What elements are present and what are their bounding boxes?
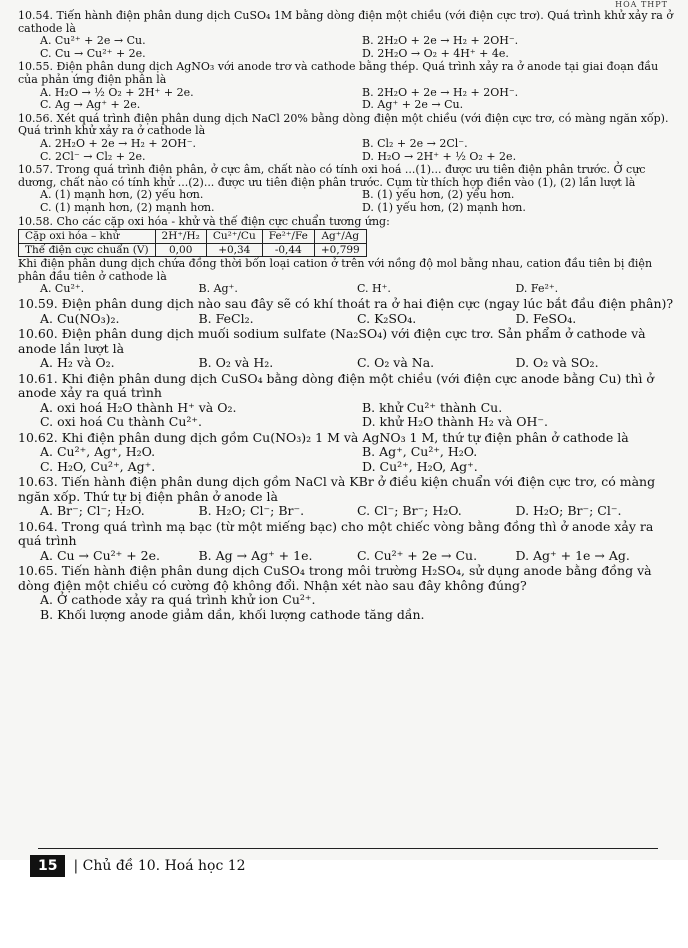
corner-header: HÓA THPT bbox=[615, 0, 668, 9]
option-b[interactable]: B. Khối lượng anode giảm dần, khối lượng cathode tăng dần. bbox=[40, 606, 425, 622]
option-c[interactable]: C. H⁺. bbox=[357, 282, 391, 296]
option-b[interactable]: B. Ag⁺, Cu²⁺, H₂O. bbox=[362, 444, 478, 460]
option-d[interactable]: D. (1) yếu hơn, (2) mạnh hơn. bbox=[362, 200, 526, 214]
question-10-55 bbox=[18, 61, 674, 111]
option-b[interactable]: B. (1) yếu hơn, (2) yếu hơn. bbox=[362, 188, 515, 202]
option-a[interactable]: A. Cu²⁺. bbox=[40, 282, 85, 296]
option-a[interactable]: A. oxi hoá H₂O thành H⁺ và O₂. bbox=[40, 399, 237, 415]
option-d[interactable]: D. 2H₂O → O₂ + 4H⁺ + 4e. bbox=[362, 46, 509, 60]
option-c[interactable]: C. Cu → Cu²⁺ + 2e. bbox=[40, 46, 146, 60]
option-a[interactable]: A. Cu²⁺, Ag⁺, H₂O. bbox=[40, 444, 156, 460]
question-stem: 10.61. Khi điện phân dung dịch CuSO₄ bằng dòng điện một chiều (với điện cực anode bằng Cu) thì ở anode xảy ra quá trình bbox=[18, 370, 654, 401]
question-stem: 10.56. Xét quá trình điện phân dung dịch NaCl 20% bằng dòng điện một chiều (với điện cực trơ, có màng ngăn xốp). Quá trình khử xảy ra ở cathode là bbox=[18, 111, 669, 138]
option-b[interactable]: B. Ag → Ag⁺ + 1e. bbox=[198, 547, 313, 563]
option-b[interactable]: B. Ag⁺. bbox=[198, 282, 238, 296]
option-b[interactable]: B. 2H₂O + 2e → H₂ + 2OH⁻. bbox=[362, 85, 519, 99]
option-a[interactable]: A. Ở cathode xảy ra quá trình khử ion Cu²⁺. bbox=[40, 592, 316, 608]
option-a[interactable]: A. 2H₂O + 2e → H₂ + 2OH⁻. bbox=[40, 136, 197, 150]
option-d[interactable]: D. Fe²⁺. bbox=[515, 282, 559, 296]
question-10-58 bbox=[18, 216, 674, 297]
option-b[interactable]: B. H₂O; Cl⁻; Br⁻. bbox=[198, 503, 305, 519]
option-c[interactable]: C. 2Cl⁻ → Cl₂ + 2e. bbox=[40, 149, 146, 163]
question-10-59 bbox=[18, 297, 674, 326]
table-cell: Fe²⁺/Fe bbox=[262, 230, 314, 244]
option-b[interactable]: B. Cl₂ + 2e → 2Cl⁻. bbox=[362, 136, 468, 150]
option-c[interactable]: C. (1) mạnh hơn, (2) mạnh hơn. bbox=[40, 200, 215, 214]
question-10-64 bbox=[18, 520, 674, 564]
question-stem: 10.57. Trong quá trình điện phân, ở cực âm, chất nào có tính oxi hoá ...(1)... được ưu tiên điện phân trước. Ở cực dương, chất nào có tính khử ...(2)... được ưu tiên điện phân trước. Cụm từ thích hợp điền vào (1), (2) lần lượt là bbox=[18, 163, 646, 189]
option-a[interactable]: A. Cu(NO₃)₂. bbox=[40, 310, 120, 326]
option-b[interactable]: B. khử Cu²⁺ thành Cu. bbox=[362, 399, 503, 415]
option-c[interactable]: C. Cl⁻; Br⁻; H₂O. bbox=[357, 503, 462, 519]
option-a[interactable]: A. H₂ và O₂. bbox=[40, 355, 115, 371]
question-10-54 bbox=[18, 10, 674, 60]
option-c[interactable]: C. H₂O, Cu²⁺, Ag⁺. bbox=[40, 458, 156, 474]
question-stem: 10.54. Tiến hành điện phân dung dịch CuSO₄ 1M bằng dòng điện một chiều (với điện cực trơ). Quá trình khử xảy ra ở cathode là bbox=[18, 9, 673, 35]
option-b[interactable]: B. O₂ và H₂. bbox=[198, 355, 274, 371]
option-c[interactable]: C. Ag → Ag⁺ + 2e. bbox=[40, 98, 141, 112]
question-stem: 10.58. Cho các cặp oxi hóa - khử và thế điện cực chuẩn tương ứng: bbox=[18, 214, 390, 228]
option-a[interactable]: A. H₂O → ½ O₂ + 2H⁺ + 2e. bbox=[40, 85, 194, 99]
question-10-60 bbox=[18, 327, 674, 371]
question-10-65 bbox=[18, 564, 674, 622]
question-stem: 10.64. Trong quá trình mạ bạc (từ một miếng bạc) cho một chiếc vòng bằng đồng thì ở anode xảy ra quá trình bbox=[18, 518, 654, 549]
option-a[interactable]: A. Br⁻; Cl⁻; H₂O. bbox=[40, 503, 145, 519]
table-cell: Cu²⁺/Cu bbox=[206, 230, 262, 244]
table-cell: Ag⁺/Ag bbox=[314, 230, 366, 244]
page-number: 15 bbox=[30, 855, 65, 877]
option-d[interactable]: D. H₂O → 2H⁺ + ½ O₂ + 2e. bbox=[362, 149, 517, 163]
question-10-63 bbox=[18, 475, 674, 519]
option-d[interactable]: D. O₂ và SO₂. bbox=[515, 355, 599, 371]
option-c[interactable]: C. O₂ và Na. bbox=[357, 355, 435, 371]
option-d[interactable]: D. khử H₂O thành H₂ và OH⁻. bbox=[362, 414, 548, 430]
question-stem: 10.59. Điện phân dung dịch nào sau đây sẽ có khí thoát ra ở hai điện cực (ngay lúc bắt đầu điện phân)? bbox=[18, 296, 674, 312]
option-c[interactable]: C. K₂SO₄. bbox=[357, 310, 417, 326]
option-d[interactable]: D. Ag⁺ + 2e → Cu. bbox=[362, 98, 464, 112]
question-stem: 10.65. Tiến hành điện phân dung dịch CuSO₄ trong môi trường H₂SO₄, sử dụng anode bằng đồng và dòng điện một chiều có cường độ không đổi. Nhận xét nào sau đây không đúng? bbox=[18, 563, 652, 593]
question-list bbox=[18, 10, 674, 623]
option-b[interactable]: B. 2H₂O + 2e → H₂ + 2OH⁻. bbox=[362, 34, 519, 48]
option-a[interactable]: A. Cu²⁺ + 2e → Cu. bbox=[40, 34, 146, 48]
table-cell: -0,44 bbox=[262, 243, 314, 257]
option-a[interactable]: A. (1) mạnh hơn, (2) yếu hơn. bbox=[40, 188, 204, 202]
question-10-61 bbox=[18, 372, 674, 430]
question-stem: 10.55. Điện phân dung dịch AgNO₃ với anode trơ và cathode bằng thép. Quá trình xảy ra ở anode tại giai đoạn đầu của phản ứng điện phân là bbox=[18, 60, 659, 86]
option-c[interactable]: C. Cu²⁺ + 2e → Cu. bbox=[357, 547, 478, 563]
table-row-label: Thế điện cực chuẩn (V) bbox=[19, 243, 156, 257]
table-cell: 2H⁺/H₂ bbox=[155, 230, 206, 244]
question-stem: 10.62. Khi điện phân dung dịch gồm Cu(NO₃)₂ 1 M và AgNO₃ 1 M, thứ tự điện phân ở cathode là bbox=[18, 429, 629, 445]
question-10-57 bbox=[18, 164, 674, 214]
table-cell: +0,34 bbox=[206, 243, 262, 257]
question-stem: 10.60. Điện phân dung dịch muối sodium sulfate (Na₂SO₄) với điện cực trơ. Sản phẩm ở cathode và anode lần lượt là bbox=[18, 326, 646, 356]
table-row-label: Cặp oxi hóa – khử bbox=[19, 230, 156, 244]
option-c[interactable]: C. oxi hoá Cu thành Cu²⁺. bbox=[40, 414, 202, 430]
option-d[interactable]: D. FeSO₄. bbox=[515, 310, 577, 326]
option-d[interactable]: D. Ag⁺ + 1e → Ag. bbox=[515, 547, 630, 563]
table-cell: +0,799 bbox=[314, 243, 366, 257]
footer-divider bbox=[38, 848, 658, 849]
table-cell: 0,00 bbox=[155, 243, 206, 257]
potential-table bbox=[18, 229, 367, 257]
option-a[interactable]: A. Cu → Cu²⁺ + 2e. bbox=[40, 547, 160, 563]
question-stem-continued: Khi điện phân dung dịch chứa đồng thời bốn loại cation ở trên với nồng độ mol bằng nhau, cation đầu tiên bị điện phân đầu tiên ở cathode là bbox=[18, 257, 653, 283]
question-10-62 bbox=[18, 431, 674, 475]
option-d[interactable]: D. Cu²⁺, H₂O, Ag⁺. bbox=[362, 458, 478, 474]
option-b[interactable]: B. FeCl₂. bbox=[198, 310, 254, 326]
page-footer bbox=[30, 855, 650, 877]
option-d[interactable]: D. H₂O; Br⁻; Cl⁻. bbox=[515, 503, 622, 519]
question-10-56 bbox=[18, 113, 674, 163]
chapter-title: | Chủ đề 10. Hoá học 12 bbox=[73, 858, 246, 874]
question-stem: 10.63. Tiến hành điện phân dung dịch gồm NaCl và KBr ở điều kiện chuẩn với điện cực trơ, có màng ngăn xốp. Thứ tự bị điện phân ở anode là bbox=[18, 474, 656, 504]
